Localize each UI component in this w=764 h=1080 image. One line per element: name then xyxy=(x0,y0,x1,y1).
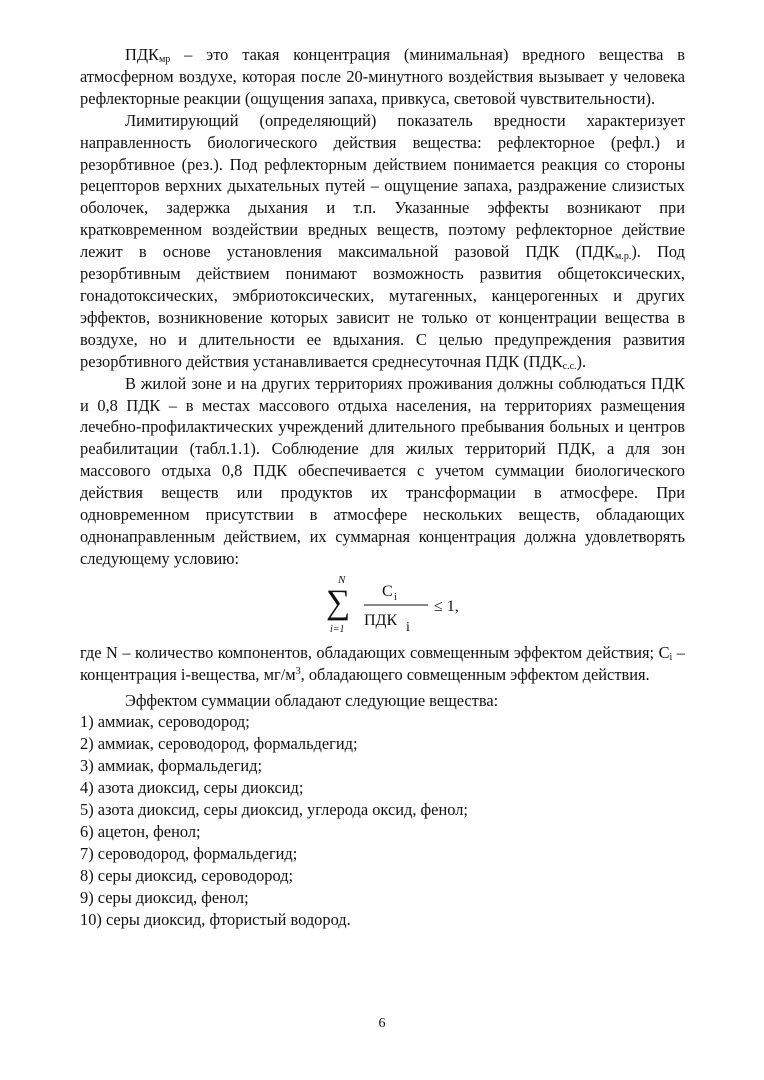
subscript-ss: с.с. xyxy=(562,360,577,372)
list-item: 2) аммиак, сероводород, формальдегид; xyxy=(80,734,358,754)
page-number: 6 xyxy=(378,1016,386,1031)
summation-formula xyxy=(80,570,685,642)
paragraph-text: ). xyxy=(576,351,587,371)
subscript-i: i xyxy=(669,651,673,663)
list-item: 3) аммиак, формальдегид; xyxy=(80,756,263,776)
list-item: 5) азота диоксид, серы диоксид, углерода оксид, фенол; xyxy=(80,800,468,820)
paragraph-text: В жилой зоне и на других территориях проживания должны соблюдаться ПДК и 0,8 ПДК – в местах массового отдыха населения, на территориях размещения лечебно-профилактических учреждений длительного пребывания больных и центров реабилитации (табл.1.1). Соблюдение для жилых территорий ПДК, а для зон массового отдыха 0,8 ПДК обеспечивается с учетом суммации биологического действия веществ или продуктов их трансформации в атмосфере. При одновременном присутствии в атмосфере нескольких веществ, обладающих однонаправленным действием, их суммарная концентрация должна удовлетворять следующему условию: xyxy=(80,373,685,568)
paragraph-text: , обладающего совмещенным эффектом действия. xyxy=(300,664,650,684)
paragraph-text: Эффектом суммации обладают следующие вещества: xyxy=(125,690,499,710)
paragraph-limiting-indicator xyxy=(80,110,685,373)
sum-sign: ∑ xyxy=(326,583,351,621)
fraction-numerator-sub: i xyxy=(394,591,397,603)
list-item: 8) серы диоксид, сероводород; xyxy=(80,865,294,885)
paragraph-summation-intro xyxy=(80,690,685,712)
fraction-numerator: C xyxy=(382,582,393,600)
sum-lower-limit: i=1 xyxy=(330,623,345,635)
sum-upper-limit: N xyxy=(338,573,346,586)
substance-list xyxy=(80,711,685,930)
list-item: 9) серы диоксид, фенол; xyxy=(80,887,249,907)
list-item: 1) аммиак, сероводород; xyxy=(80,712,250,732)
paragraph-text: Лимитирующий (определяющий) показатель вредности характеризует направленность биологического действия вещества: рефлекторное (рефл.) и резорбтивное (рез.). Под рефлекторным действием понимается реакция со стороны рецепторов верхних дыхательных путей – ощущение запаха, раздражение слизистых оболочек, задержка дыхания и т.п. Указанные эффекты возникают при кратковременном воздействии вредных веществ, поэтому рефлекторное действие лежит в основе установления максимальной разовой ПДК (ПДК xyxy=(80,110,685,262)
paragraph-residential-zone xyxy=(80,373,685,570)
superscript-3: 3 xyxy=(295,665,301,677)
paragraph-text: где N – количество компонентов, обладающих совмещенным эффектом действия; С xyxy=(80,642,670,662)
fraction-denominator-sub: i xyxy=(406,619,410,635)
paragraph-text: ). Под резорбтивным действием понимают возможность развития общетоксических, гонадотоксических, эмбриотоксических, мутагенных, канцерогенных и других эффектов, возникновение которых зависит не только от концентрации вещества в воздухе, но и длительности ее вдыхания. С целью предупреждения развития резорбтивного действия устанавливается среднесуточная ПДК (ПДК xyxy=(80,242,685,371)
paragraph-text: – это такая концентрация (минимальная) вредного вещества в атмосферном воздухе, которая после 20-минутного воздействия вызывает у человека рефлекторные реакции (ощущения запаха, привкуса, световой чувствительности). xyxy=(80,45,685,108)
paragraph-pdk-mr-definition xyxy=(80,44,685,110)
list-item: 7) сероводород, формальдегид; xyxy=(80,843,298,863)
list-item: 10) серы диоксид, фтористый водород. xyxy=(80,909,351,929)
paragraph-where-n xyxy=(80,642,685,686)
document-page xyxy=(80,44,685,931)
subscript-mr-dot: м.р. xyxy=(615,251,632,263)
subscript-mr: мр xyxy=(158,54,171,65)
list-item: 4) азота диоксид, серы диоксид; xyxy=(80,778,304,798)
paragraph-text: – концентрация i-вещества, мг/м xyxy=(80,642,685,684)
abbr-pdk: ПДК xyxy=(125,45,159,64)
list-item: 6) ацетон, фенол; xyxy=(80,822,201,841)
formula-relation: ≤ 1, xyxy=(434,597,459,615)
fraction-denominator: ПДК xyxy=(364,611,398,629)
